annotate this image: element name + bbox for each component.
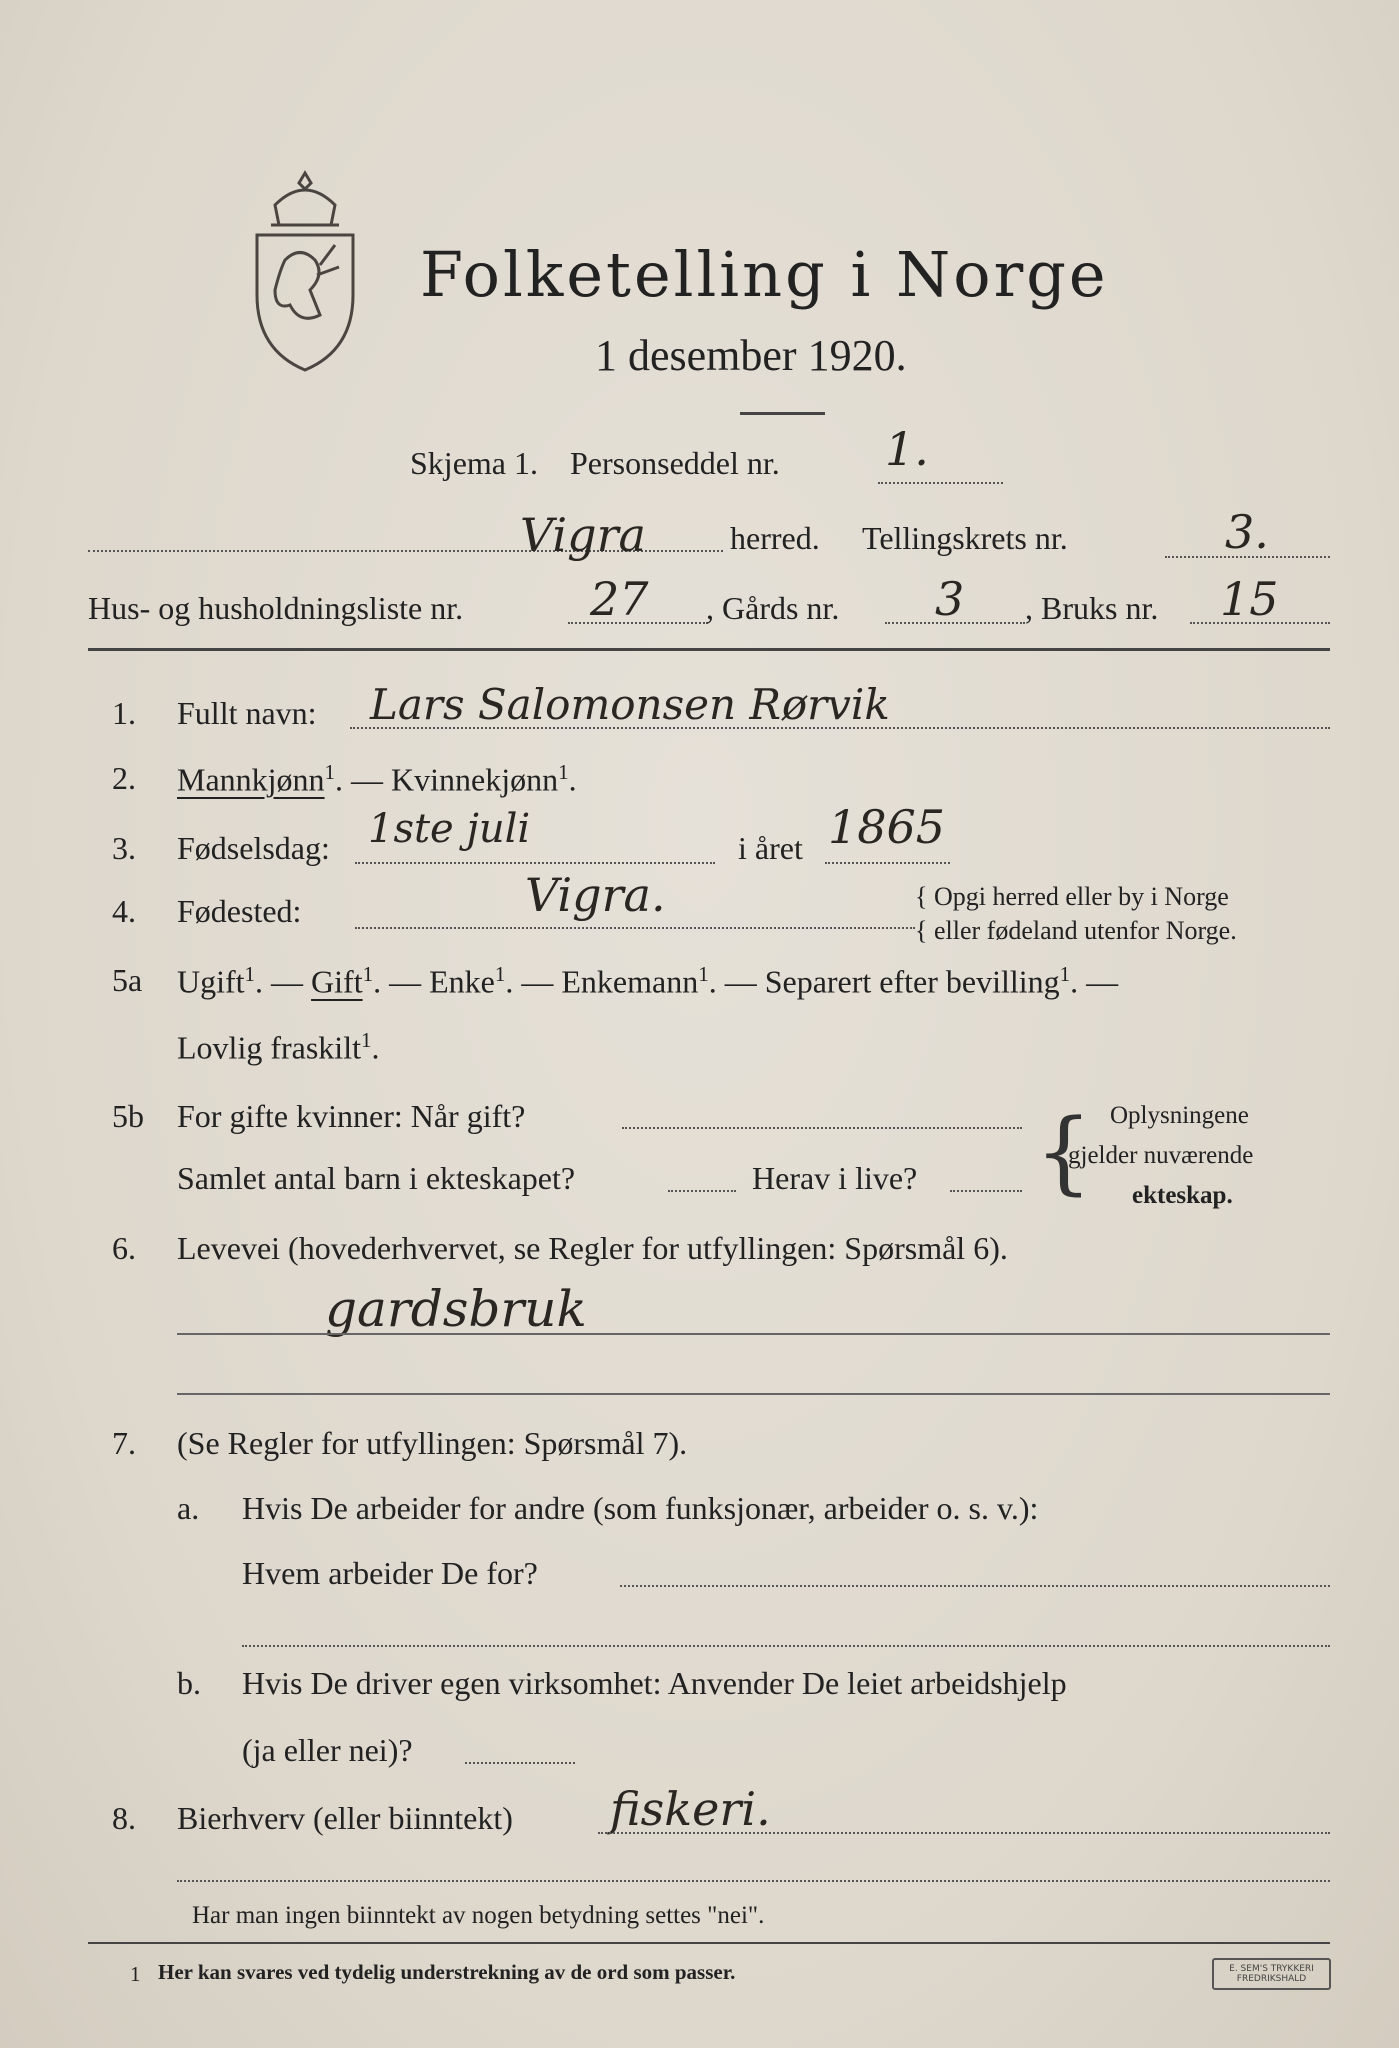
household-line — [568, 622, 708, 624]
q3-label: Fødselsdag: — [177, 830, 330, 866]
q5b-label-married: For gifte kvinner: Når gift? — [177, 1098, 526, 1134]
q5b-children-line — [668, 1190, 736, 1192]
personseddel-label: Personseddel nr. — [570, 445, 780, 481]
q5b-note-3: ekteskap. — [1132, 1182, 1233, 1209]
q7a-number: a. — [177, 1490, 200, 1526]
q4-number: 4. — [112, 893, 136, 929]
q2-number: 2. — [112, 760, 136, 796]
footer-rule — [88, 1942, 1330, 1944]
schema-prefix: Skjema 1. — [410, 445, 538, 481]
q8-number: 8. — [112, 1800, 136, 1836]
tellingskrets-line — [1165, 556, 1330, 558]
q5b-note-2: gjelder nuværende — [1068, 1142, 1254, 1169]
gard-value: 3 — [935, 572, 965, 626]
personseddel-value: 1. — [885, 422, 929, 476]
printer-stamp: E. SEM'S TRYKKERI FREDRIKSHALD — [1212, 1958, 1331, 1990]
q7a-line — [620, 1585, 1330, 1587]
form-date: 1 desember 1920. — [595, 331, 907, 380]
q6-label: Levevei (hovederhvervet, se Regler for utfyllingen: Spørsmål 6). — [177, 1230, 1008, 1266]
bruk-value: 15 — [1220, 572, 1279, 626]
q5a-number: 5a — [112, 962, 143, 998]
q5b-label-children: Samlet antal barn i ekteskapet? — [177, 1160, 576, 1196]
footnote-text: Her kan svares ved tydelig understrekning av de ord som passer. — [158, 1960, 736, 1984]
q5b-label-alive: Herav i live? — [752, 1160, 918, 1196]
q1-full-name-value: Lars Salomonsen Rørvik — [370, 680, 890, 729]
household-label: Hus- og husholdningsliste nr. — [88, 590, 464, 626]
gard-line — [885, 622, 1025, 624]
form-title: Folketelling i Norge — [420, 238, 1109, 311]
q7b-number: b. — [177, 1665, 201, 1701]
q5b-number: 5b — [112, 1098, 144, 1134]
tellingskrets-label: Tellingskrets nr. — [862, 520, 1068, 556]
q4-line — [355, 927, 915, 929]
herred-label: herred. — [730, 520, 820, 556]
q8-line-2 — [177, 1880, 1330, 1882]
q5b-married-line — [622, 1127, 1022, 1129]
q5a-options: Ugift$^1$. — Gift$^1$. — Enke$^1$. — Enkemann$^1$. — Separert efter bevilling$^1$. — — [177, 962, 1119, 1000]
q5a-options-cont: Lovlig fraskilt$^1$. — [177, 1028, 380, 1066]
q3-year-value: 1865 — [828, 800, 946, 854]
footnote-number: 1 — [130, 1962, 141, 1986]
q4-label: Fødested: — [177, 893, 302, 929]
q7a-question: Hvem arbeider De for? — [242, 1555, 538, 1591]
norway-coat-of-arms-icon — [245, 165, 365, 375]
q2-female-option: Kvinnekjønn — [391, 761, 559, 798]
q3-year-label: i året — [738, 830, 803, 866]
q7a-line-2 — [242, 1645, 1330, 1647]
q5b-note-1: Oplysningene — [1110, 1102, 1249, 1129]
q1-number: 1. — [112, 695, 136, 731]
q6-number: 6. — [112, 1230, 136, 1266]
bruk-line — [1190, 622, 1330, 624]
q2-sex: Mannkjønn$^1$. — Kvinnekjønn$^1$. — [177, 760, 577, 798]
q3-line — [355, 862, 715, 864]
q7b-question: (ja eller nei)? — [242, 1732, 413, 1768]
q8-label: Bierhverv (eller biinntekt) — [177, 1800, 513, 1836]
q2-male-option: Mannkjønn — [177, 761, 325, 798]
q7-label: (Se Regler for utfyllingen: Spørsmål 7). — [177, 1425, 688, 1461]
q8-line — [598, 1832, 1330, 1834]
q6-occupation-value: gardsbruk — [325, 1280, 587, 1338]
household-value: 27 — [590, 572, 649, 626]
tellingskrets-value: 3. — [1225, 505, 1269, 559]
bruk-label: , Bruks nr. — [1025, 590, 1159, 626]
gard-label: , Gårds nr. — [706, 590, 840, 626]
q5a-gift-option: Gift — [311, 963, 363, 1000]
q7b-line — [465, 1762, 575, 1764]
q7b-text: Hvis De driver egen virksomhet: Anvender De leiet arbeidshjelp — [242, 1665, 1067, 1701]
q1-line — [350, 727, 1330, 729]
q6-line-1 — [177, 1333, 1330, 1335]
q1-label: Fullt navn: — [177, 695, 317, 731]
footer-note: Har man ingen biinntekt av nogen betydning settes "nei". — [192, 1902, 765, 1929]
header-rule — [88, 648, 1330, 651]
q4-birthplace-value: Vigra. — [525, 868, 666, 922]
q7-number: 7. — [112, 1425, 136, 1461]
herred-value: Vigra — [520, 508, 646, 562]
q3-number: 3. — [112, 830, 136, 866]
q5b-alive-line — [950, 1190, 1022, 1192]
q8-side-income-value: fiskeri. — [610, 1782, 771, 1836]
title-divider — [740, 412, 825, 415]
q4-note: { Opgi herred eller by i Norge { eller fødeland utenfor Norge. — [915, 882, 1237, 945]
q3-year-line — [825, 862, 950, 864]
q3-birthday-value: 1ste juli — [368, 806, 531, 852]
q5b-brace: { — [1035, 1100, 1093, 1205]
q7a-text: Hvis De arbeider for andre (som funksjonær, arbeider o. s. v.): — [242, 1490, 1039, 1526]
q6-line-2 — [177, 1393, 1330, 1395]
personseddel-line — [878, 482, 1003, 484]
